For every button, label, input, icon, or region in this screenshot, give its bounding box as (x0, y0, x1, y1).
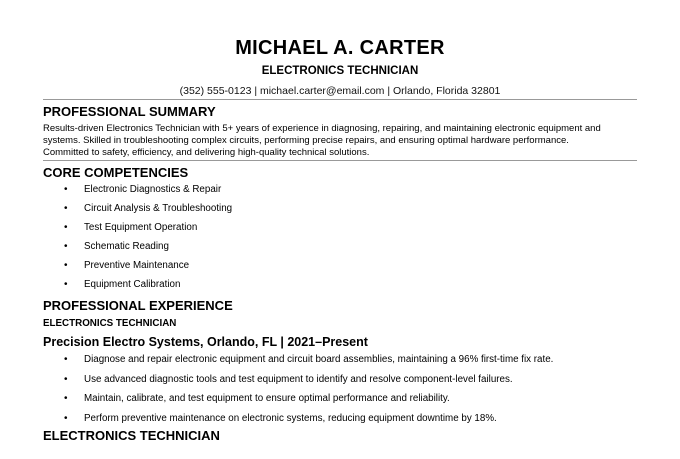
list-item (43, 218, 637, 237)
candidate-title: ELECTRONICS TECHNICIAN (261, 65, 419, 77)
divider (43, 99, 637, 100)
competencies-heading: CORE COMPETENCIES (43, 165, 189, 180)
summary-line: systems. Skilled in troubleshooting complex circuits, performing precise repairs, and ensuring optimal hardware performance. (43, 135, 569, 146)
competency-label: Circuit Analysis & Troubleshooting (84, 203, 233, 214)
candidate-name: MICHAEL A. CARTER (235, 37, 445, 59)
list-item (43, 199, 637, 218)
competency-label: Preventive Maintenance (84, 260, 190, 271)
duty-text: Diagnose and repair electronic equipment and circuit board assemblies, maintaining a 96% first-time fix rate. (84, 354, 554, 365)
competency-label: Test Equipment Operation (84, 222, 198, 233)
list-item (43, 237, 637, 256)
contact-line: (352) 555-0123 | michael.carter@email.com | Orlando, Florida 32801 (179, 85, 501, 97)
divider (43, 160, 637, 161)
bullet-icon: • (64, 354, 68, 365)
bullet-icon: • (64, 279, 68, 290)
bullet-icon: • (64, 203, 68, 214)
list-item (43, 256, 637, 275)
bullet-icon: • (64, 412, 68, 424)
summary-line: Results-driven Electronics Technician with 5+ years of experience in diagnosing, repairing, and maintaining electronic equipment and (43, 123, 601, 134)
list-item (43, 409, 637, 429)
duty-text: Use advanced diagnostic tools and test equipment to identify and resolve component-level failures. (84, 373, 513, 385)
list-item (43, 370, 637, 390)
bullet-icon: • (64, 393, 68, 404)
competency-label: Electronic Diagnostics & Repair (84, 184, 222, 195)
list-item (43, 389, 637, 409)
summary-text (43, 123, 637, 159)
competencies-list (43, 180, 637, 294)
job-title: ELECTRONICS TECHNICIAN (43, 318, 177, 329)
summary-line: Committed to safety, efficiency, and delivering high-quality technical solutions. (43, 147, 370, 158)
bullet-icon: • (64, 373, 68, 385)
competency-label: Schematic Reading (84, 241, 169, 252)
duty-text: Perform preventive maintenance on electronic systems, reducing equipment downtime by 18%. (84, 412, 497, 424)
list-item (43, 180, 637, 199)
summary-heading: PROFESSIONAL SUMMARY (43, 104, 216, 119)
duty-text: Maintain, calibrate, and test equipment to ensure optimal performance and reliability. (84, 393, 450, 404)
list-item (43, 350, 637, 370)
bullet-icon: • (64, 184, 68, 195)
experience-heading: PROFESSIONAL EXPERIENCE (43, 298, 233, 313)
job-title: ELECTRONICS TECHNICIAN (43, 428, 220, 443)
duties-list (43, 350, 637, 428)
bullet-icon: • (64, 222, 68, 233)
list-item (43, 275, 637, 294)
competency-label: Equipment Calibration (84, 279, 181, 290)
company-line: Precision Electro Systems, Orlando, FL | 2021–Present (43, 335, 368, 349)
bullet-icon: • (64, 260, 68, 271)
bullet-icon: • (64, 241, 68, 252)
